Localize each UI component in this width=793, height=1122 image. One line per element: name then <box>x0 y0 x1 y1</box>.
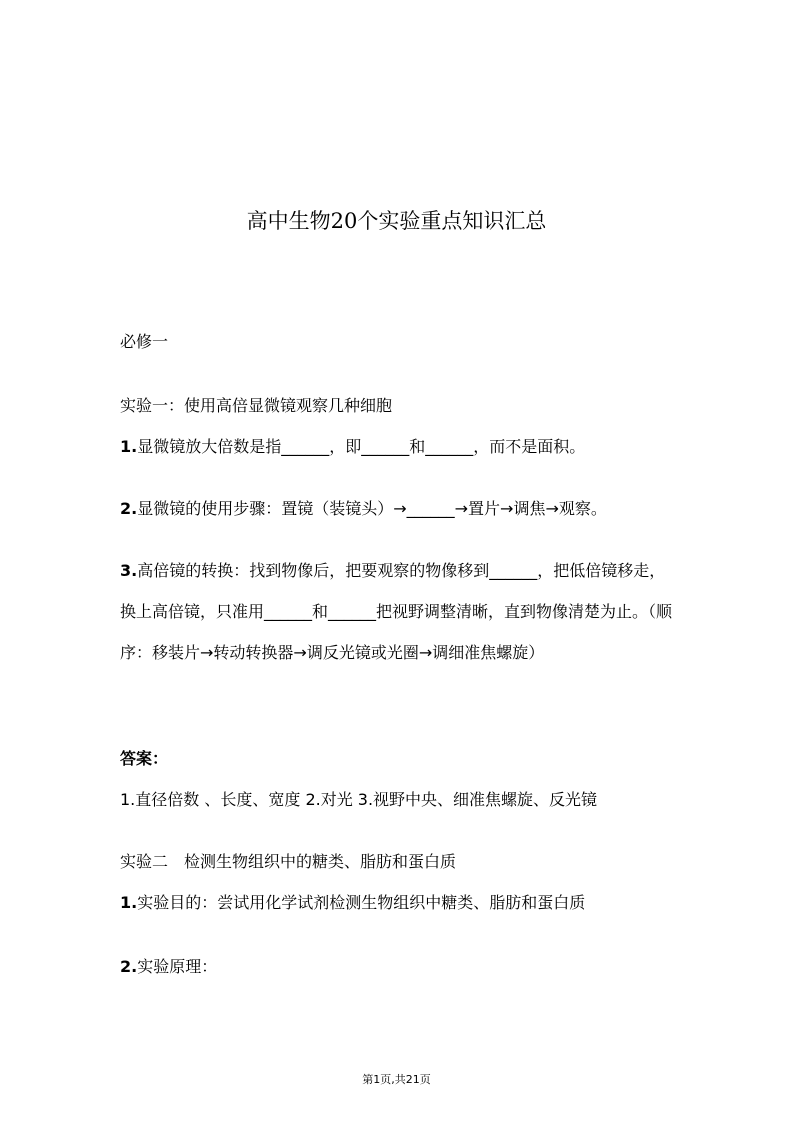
question-number: 1. <box>120 437 138 456</box>
question-number: 3. <box>120 561 138 580</box>
question-text: 实验目的：尝试用化学试剂检测生物组织中糖类、脂肪和蛋白质 <box>137 893 586 912</box>
question-number: 2. <box>120 499 138 518</box>
question-text: 显微镜放大倍数是指______，即______和______，而不是面积。 <box>137 437 586 456</box>
experiment2-question2 <box>120 955 217 979</box>
experiment2-heading: 实验二 检测生物组织中的糖类、脂肪和蛋白质 <box>120 852 457 871</box>
document-title: 高中生物20个实验重点知识汇总 <box>246 209 547 233</box>
experiment1-question3 <box>120 550 680 673</box>
page-footer: 第1页,共21页 <box>362 1073 431 1086</box>
question-number: 2. <box>120 957 138 976</box>
experiment1-question2 <box>120 497 607 521</box>
question-text: 高倍镜的转换：找到物像后，把要观察的物像移到______，把低倍镜移走，换上高倍镜，只准用______和______把视野调整清晰，直到物像清楚为止。（顺序：移装片→转动转换器→调反光镜或光圈→调细准焦螺旋） <box>120 561 673 662</box>
experiment1-question1 <box>120 435 585 459</box>
question-number: 1. <box>120 893 138 912</box>
section-heading: 必修一 <box>120 332 169 351</box>
experiment1-answer-label: 答案： <box>120 749 169 768</box>
question-text: 显微镜的使用步骤：置镜（装镜头）→______→置片→调焦→观察。 <box>137 499 607 518</box>
experiment1-heading: 实验一：使用高倍显微镜观察几种细胞 <box>120 396 393 415</box>
question-text: 实验原理： <box>137 957 218 976</box>
experiment1-answer-text: 1.直径倍数 、长度、宽度 2.对光 3.视野中央、细准焦螺旋、反光镜 <box>120 790 598 809</box>
experiment2-question1 <box>120 891 585 915</box>
